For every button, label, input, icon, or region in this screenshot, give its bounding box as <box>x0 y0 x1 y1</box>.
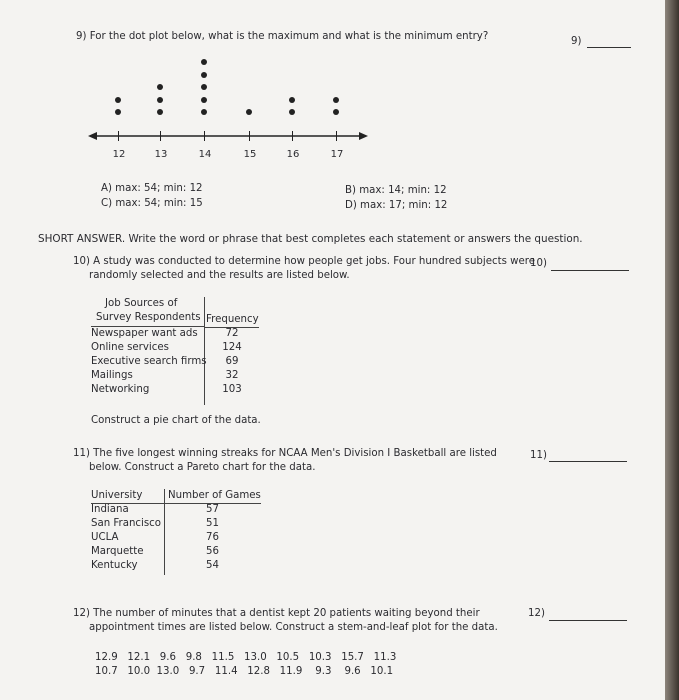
q10-line1: 10) A study was conducted to determine how people get jobs. Four hundred subjects were <box>73 256 535 267</box>
winning-streaks-table <box>91 489 271 575</box>
axis-tick-label: 16 <box>286 149 300 160</box>
q10-line2: randomly selected and the results are listed below. <box>89 270 350 281</box>
q11-line1: 11) The five longest winning streaks for NCAA Men's Division I Basketball are listed <box>73 448 497 459</box>
table-header: Frequency <box>206 314 259 325</box>
axis-tick <box>204 131 205 141</box>
section-heading: SHORT ANSWER. Write the word or phrase that best completes each statement or answers the question. <box>38 233 583 245</box>
dot-plot-point <box>157 109 163 115</box>
table-cell: 57 <box>206 504 219 515</box>
choice-d: D) max: 17; min: 12 <box>345 200 448 211</box>
table-cell: 72 <box>225 328 239 339</box>
q12-answer-label: 12) <box>528 608 545 619</box>
axis-tick-label: 17 <box>330 149 344 160</box>
table-row: Marquette <box>91 546 144 557</box>
axis-tick-label: 13 <box>154 149 168 160</box>
table-row: Online services <box>91 342 169 353</box>
axis-tick <box>336 131 337 141</box>
dot-plot-point <box>157 97 163 103</box>
table-cell: 51 <box>206 518 219 529</box>
choice-b: B) max: 14; min: 12 <box>345 185 447 196</box>
axis-tick-label: 14 <box>198 149 212 160</box>
table-row: Kentucky <box>91 560 138 571</box>
q12-data-row1: 12.9 12.1 9.6 9.8 11.5 13.0 10.5 10.3 15.7 11.3 <box>95 652 397 663</box>
dot-plot-axis <box>88 129 370 143</box>
table-cell: 124 <box>222 342 242 353</box>
dot-plot-point <box>115 109 121 115</box>
dot-plot-point <box>201 109 207 115</box>
table-row: Indiana <box>91 504 129 515</box>
q10-answer-line <box>551 270 629 271</box>
axis-tick <box>292 131 293 141</box>
dot-plot-point <box>289 97 295 103</box>
table-cell: 103 <box>222 384 242 395</box>
q9-prompt: 9) For the dot plot below, what is the maximum and what is the minimum entry? <box>76 31 489 42</box>
dot-plot-point <box>333 109 339 115</box>
axis-tick-label: 15 <box>243 149 257 160</box>
axis-tick <box>118 131 119 141</box>
q11-answer-label: 11) <box>530 450 547 461</box>
table-row: San Francisco <box>91 518 161 529</box>
q11-answer-line <box>549 461 627 462</box>
axis-tick <box>249 131 250 141</box>
q10-answer-label: 10) <box>530 258 547 269</box>
table-row: Mailings <box>91 370 133 381</box>
dot-plot-point <box>289 109 295 115</box>
choice-c: C) max: 54; min: 15 <box>101 198 203 209</box>
q11-line2: below. Construct a Pareto chart for the data. <box>89 462 316 473</box>
dot-plot-point <box>201 84 207 90</box>
dot-plot-point <box>115 97 121 103</box>
table-row: Newspaper want ads <box>91 328 198 339</box>
table-cell: 56 <box>206 546 219 557</box>
dot-plot-point <box>246 109 252 115</box>
dot-plot-point <box>157 84 163 90</box>
job-sources-table <box>91 297 271 405</box>
axis-tick <box>160 131 161 141</box>
table-row: Executive search firms <box>91 356 207 367</box>
table-header: Number of Games <box>168 490 261 501</box>
table-cell: 69 <box>225 356 239 367</box>
q12-answer-line <box>549 620 627 621</box>
table-cell: 32 <box>225 370 239 381</box>
table-header: University <box>91 490 143 501</box>
dot-plot-point <box>201 59 207 65</box>
table-row: UCLA <box>91 532 119 543</box>
table-cell: 76 <box>206 532 219 543</box>
q12-line1: 12) The number of minutes that a dentist kept 20 patients waiting beyond their <box>73 608 480 619</box>
dot-plot-point <box>201 97 207 103</box>
table-header: Survey Respondents <box>96 312 201 323</box>
table-cell: 54 <box>206 560 219 571</box>
axis-tick-label: 12 <box>112 149 126 160</box>
table-row: Networking <box>91 384 150 395</box>
table-header: Job Sources of <box>105 298 178 309</box>
q9-answer-label: 9) <box>571 36 582 47</box>
q12-data-row2: 10.7 10.0 13.0 9.7 11.4 12.8 11.9 9.3 9.6 10.1 <box>95 666 394 677</box>
choice-a: A) max: 54; min: 12 <box>101 183 203 194</box>
dot-plot-point <box>201 72 207 78</box>
q10-instruction: Construct a pie chart of the data. <box>91 415 261 426</box>
q12-line2: appointment times are listed below. Construct a stem-and-leaf plot for the data. <box>89 622 498 633</box>
q9-answer-line <box>587 47 631 48</box>
dot-plot-point <box>333 97 339 103</box>
desk-edge <box>665 0 679 700</box>
